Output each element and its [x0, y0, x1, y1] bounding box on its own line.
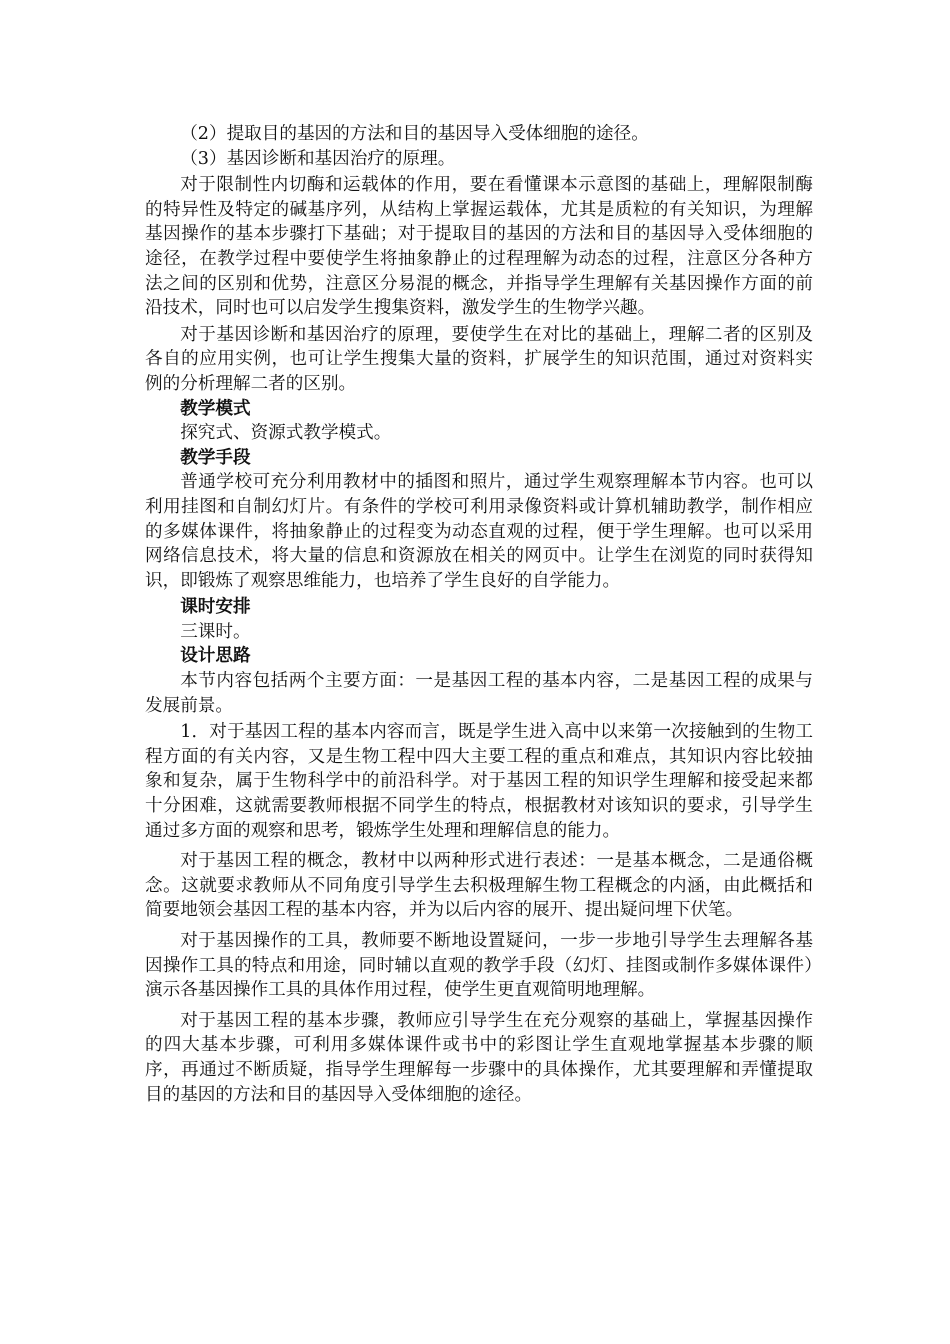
- paragraph-gene-diagnosis: 对于基因诊断和基因治疗的原理，要使学生在对比的基础上，理解二者的区别及各自的应用实例，也可让学生搜集大量的资料，扩展学生的知识范围，通过对资料实例的分析理解二者的区别。: [145, 324, 813, 394]
- section-heading-teaching-mode: 教学模式: [180, 398, 251, 419]
- paragraph-design-overview: 本节内容包括两个主要方面：一是基因工程的基本内容，二是基因工程的成果与发展前景。: [145, 671, 813, 716]
- document-body: [145, 122, 813, 1107]
- paragraph-schedule: 三课时。: [180, 621, 251, 642]
- section-heading-design-ideas: 设计思路: [180, 646, 251, 667]
- paragraph-teaching-mode: 探究式、资源式教学模式。: [180, 423, 392, 444]
- paragraph-gene-tools: 对于基因操作的工具，教师要不断地设置疑问，一步一步地引导学生去理解各基因操作工具的特点和用途，同时辅以直观的教学手段（幻灯、挂图或制作多媒体课件）演示各基因操作工具的具体作用过程，使学生更直观简明地理解。: [145, 931, 813, 1001]
- paragraph-vector-function: 对于限制性内切酶和运载体的作用，要在看懂课本示意图的基础上，理解限制酶的特异性及特定的碱基序列，从结构上掌握运载体，尤其是质粒的有关知识，为理解基因操作的基本步骤打下基础；对于提取目的基因的方法和目的基因导入受体细胞的途径，在教学过程中要使学生将抽象静止的过程理解为动态的过程，注意区分各种方法之间的区别和优势，注意区分易混的概念，并指导学生理解有关基因操作方面的前沿技术，同时也可以启发学生搜集资料，激发学生的生物学兴趣。: [145, 175, 813, 319]
- section-heading-schedule: 课时安排: [180, 597, 251, 618]
- paragraph-gene-engineering-concept: 对于基因工程的概念，教材中以两种形式进行表述：一是基本概念，二是通俗概念。这就要求教师从不同角度引导学生去积极理解生物工程概念的内涵，由此概括和简要地领会基因工程的基本内容，并为以后内容的展开、提出疑问埋下伏笔。: [145, 851, 813, 921]
- paragraph-teaching-means: 普通学校可充分利用教材中的插图和照片，通过学生观察理解本节内容。也可以利用挂图和自制幻灯片。有条件的学校可利用录像资料或计算机辅助教学，制作相应的多媒体课件，将抽象静止的过程变为动态直观的过程，便于学生理解。也可以采用网络信息技术，将大量的信息和资源放在相关的网页中。让学生在浏览的同时获得知识，即锻炼了观察思维能力，也培养了学生良好的自学能力。: [145, 472, 813, 591]
- list-item-3: （3）基因诊断和基因治疗的原理。: [180, 148, 456, 169]
- list-item-2: （2）提取目的基因的方法和目的基因导入受体细胞的途径。: [180, 124, 649, 144]
- paragraph-gene-steps: 对于基因工程的基本步骤，教师应引导学生在充分观察的基础上，掌握基因操作的四大基本步骤，可利用多媒体课件或书中的彩图让学生直观地掌握基本步骤的顺序，再通过不断质疑，指导学生理解每一步骤中的具体操作，尤其要理解和弄懂提取目的基因的方法和目的基因导入受体细胞的途径。: [145, 1010, 813, 1105]
- paragraph-design-point-1: 1．对于基因工程的基本内容而言，既是学生进入高中以来第一次接触到的生物工程方面的有关内容，又是生物工程中四大主要工程的重点和难点，其知识内容比较抽象和复杂，属于生物科学中的前沿科学。对于基因工程的知识学生理解和接受起来都十分困难，这就需要教师根据不同学生的特点，根据教材对该知识的要求，引导学生通过多方面的观察和思考，锻炼学生处理和理解信息的能力。: [145, 722, 813, 841]
- section-heading-teaching-means: 教学手段: [180, 447, 251, 468]
